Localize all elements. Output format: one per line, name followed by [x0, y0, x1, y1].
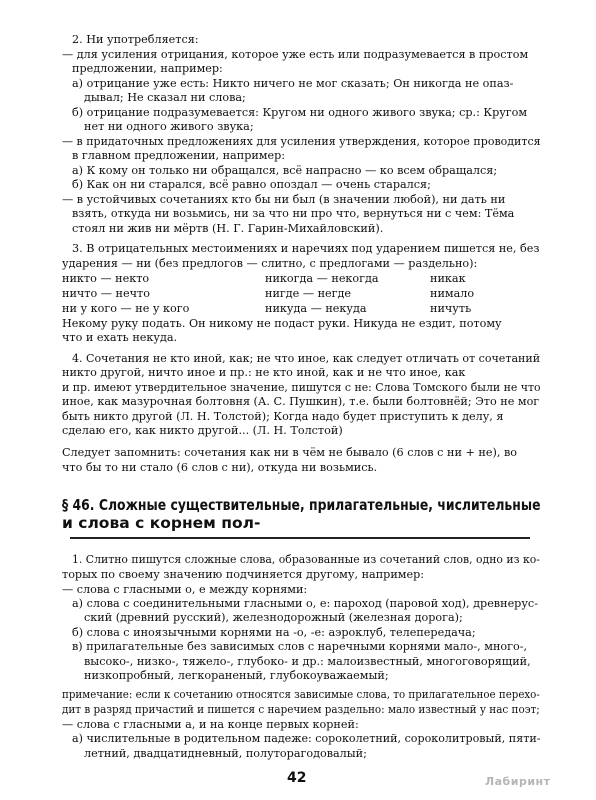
text-line: а) К кому он только ни обращался, всё напрасно — ко всем обращался; [72, 164, 498, 177]
text-line: предложении, например: [72, 62, 223, 75]
text-line: летний, двадцатидневный, полуторагодовалый; [84, 747, 367, 760]
text-line: нет ни одного живого звука; [84, 120, 254, 133]
text-line: в главном предложении, например: [72, 149, 286, 162]
text-line: что бы то ни стало (6 слов с ни), откуда ни возьмись. [62, 461, 378, 474]
text-line: стоял ни жив ни мёртв (Н. Г. Гарин-Михайловский). [72, 222, 384, 235]
text-line: торых по своему значению подчиняется другому, например: [62, 568, 425, 581]
text-line: примечание: если к сочетанию относятся зависимые слова, то прилагательное перехо- [62, 688, 540, 701]
text-line: — слова с гласными о, е между корнями: [62, 583, 308, 596]
text-line: б) слова с иноязычными корнями на -о, -е: аэроклуб, телепередача; [72, 626, 476, 639]
text-line: сделаю его, как никто другой... (Л. Н. Толстой) [62, 424, 343, 437]
text-line: Некому руку подать. Он никому не подаст руки. Никуда не ездит, потому [62, 317, 502, 330]
text-line: ударения — ни (без предлогов — слитно, с предлогами — раздельно): [62, 257, 478, 270]
text-line: высоко-, низко-, тяжело-, глубоко- и др.: малоизвестный, многоговорящий, [84, 655, 531, 668]
watermark-logo: Лабиринт [485, 775, 551, 788]
text-line: 3. В отрицательных местоимениях и наречиях под ударением пишется не, без [72, 242, 540, 255]
text-line: никто другой, ничто иное и пр.: не кто иной, как и не что иное, как [62, 366, 466, 379]
text-line: — в устойчивых сочетаниях кто бы ни был (в значении любой), ни дать ни [62, 193, 506, 206]
section-title: и слова с корнем пол- [62, 514, 261, 532]
word-pair: ни у кого — не у кого [62, 302, 190, 315]
text-line: б) отрицание подразумевается: Кругом ни одного живого звука; ср.: Кругом [72, 106, 528, 119]
text-line: а) слова с соединительными гласными о, е: пароход (паровой ход), древнерус- [72, 597, 538, 610]
word-pair: никак [430, 272, 466, 285]
text-line: Следует запомнить: сочетания как ни в чём не бывало (6 слов с ни + не), во [62, 446, 517, 459]
text-line: — слова с гласными а, и на конце первых корней: [62, 718, 359, 731]
text-line: взять, откуда ни возьмись, ни за что ни про что, вернуться ни с чем: Тёма [72, 207, 515, 220]
text-line: дит в разряд причастий и пишется с наречием раздельно: мало известный у нас поэт; [62, 703, 540, 716]
text-line: 2. Ни употребляется: [72, 33, 199, 46]
word-pair: ничуть [430, 302, 472, 315]
text-line: в) прилагательные без зависимых слов с наречными корнями мало-, много-, [72, 640, 528, 653]
word-pair: нигде — негде [265, 287, 352, 300]
text-line: б) Как он ни старался, всё равно опоздал — очень старался; [72, 178, 431, 191]
text-line: иное, как мазурочная болтовня (А. С. Пушкин), т.е. были болтовнёй; Это не мог [62, 395, 540, 408]
word-pair: никуда — некуда [265, 302, 367, 315]
word-pair: ничто — нечто [62, 287, 150, 300]
word-pair: никто — некто [62, 272, 150, 285]
text-line: ский (древний русский), железнодорожный (железная дорога); [84, 611, 463, 624]
text-line: — в придаточных предложениях для усиления утверждения, которое проводится [62, 135, 541, 148]
section-divider [70, 537, 530, 539]
text-line: а) числительные в родительном падеже: сороколетний, сороколитровый, пяти- [72, 732, 541, 745]
text-line: — для усиления отрицания, которое уже есть или подразумевается в простом [62, 48, 529, 61]
word-pair: никогда — некогда [265, 272, 379, 285]
word-pair: нимало [430, 287, 475, 300]
text-line: 4. Сочетания не кто иной, как; не что иное, как следует отличать от сочетаний [72, 352, 541, 365]
text-line: быть никто другой (Л. Н. Толстой); Когда надо будет приступить к делу, я [62, 410, 504, 423]
text-line: и пр. имеют утвердительное значение, пишутся с не: Слова Томского были не что [62, 381, 541, 394]
text-line: что и ехать некуда. [62, 331, 178, 344]
text-line: низкопробный, легкораненый, глубокоуважаемый; [84, 669, 389, 682]
section-title: § 46. Сложные существительные, прилагательные, числительные [62, 496, 541, 514]
page-number: 42 [287, 770, 307, 786]
text-line: дывал; Не сказал ни слова; [84, 91, 246, 104]
text-line: 1. Слитно пишутся сложные слова, образованные из сочетаний слов, одно из ко- [72, 553, 540, 566]
text-line: а) отрицание уже есть: Никто ничего не мог сказать; Он никогда не опаз- [72, 77, 514, 90]
